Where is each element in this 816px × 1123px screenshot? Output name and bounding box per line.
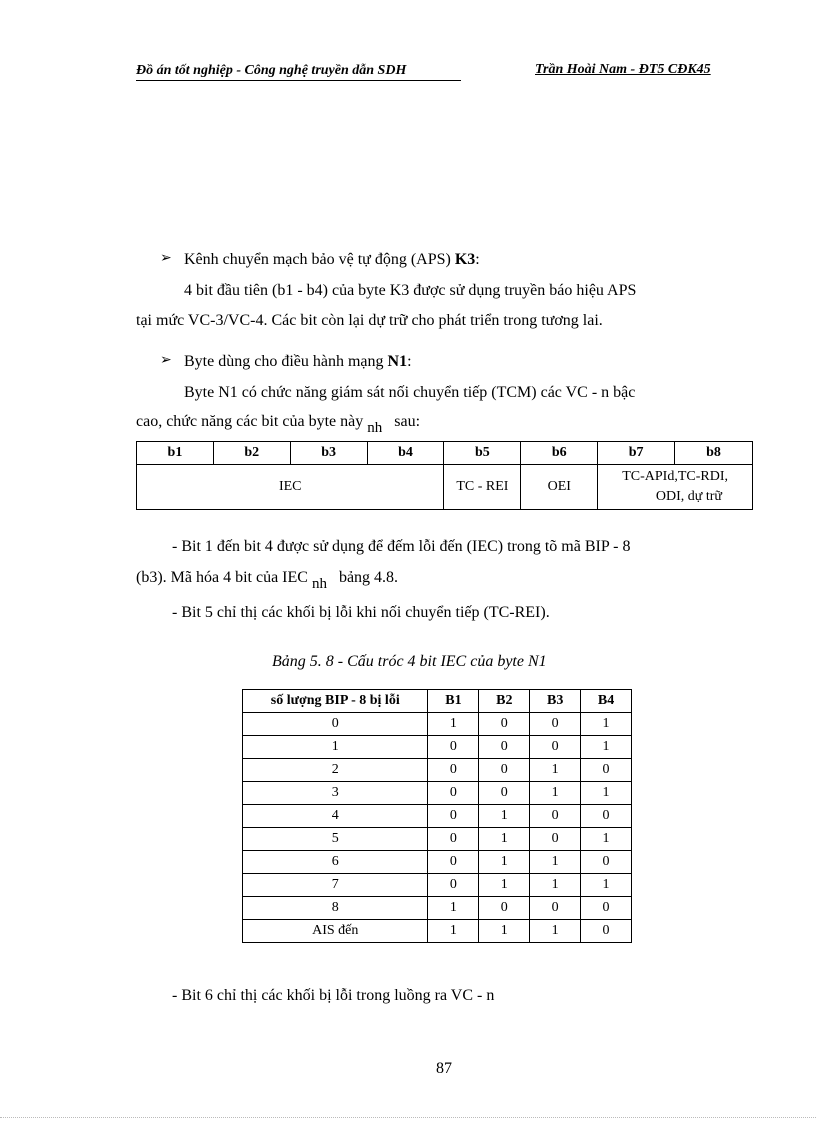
bit-header: b1 bbox=[137, 442, 214, 465]
bit-value-cell: 0 bbox=[428, 828, 479, 851]
table-row bbox=[243, 805, 632, 828]
bit-value-cell: 1 bbox=[581, 713, 632, 736]
bit-value-cell: 0 bbox=[428, 759, 479, 782]
paragraph-line: tại mức VC-3/VC-4. Các bit còn lại dự trữ cho phát triển trong tương lai. bbox=[136, 312, 603, 329]
paragraph-line: - Bit 1 đến bit 4 được sử dụng để đếm lỗi đến (IEC) trong tõ mã BIP - 8 bbox=[172, 538, 631, 555]
bullet-arrow-icon: ➢ bbox=[160, 251, 172, 266]
header-document-title: Đồ án tốt nghiệp - Công nghệ truyền dẫn SDH bbox=[136, 63, 407, 78]
bit-value-cell: 1 bbox=[530, 851, 581, 874]
error-count-cell: 0 bbox=[243, 713, 428, 736]
header-underline bbox=[136, 80, 461, 81]
bit-value-cell: 0 bbox=[581, 851, 632, 874]
column-header: B3 bbox=[530, 690, 581, 713]
bit-value-cell: 0 bbox=[530, 805, 581, 828]
table-caption: Bảng 5. 8 - Cấu tróc 4 bit IEC của byte N1 bbox=[272, 653, 547, 670]
bit-value-cell: 1 bbox=[530, 920, 581, 943]
bit-value-cell: 0 bbox=[428, 805, 479, 828]
error-count-cell: AIS đến bbox=[243, 920, 428, 943]
bit-value-cell: 0 bbox=[479, 736, 530, 759]
bit-value-cell: 0 bbox=[428, 851, 479, 874]
error-count-cell: 1 bbox=[243, 736, 428, 759]
table-row bbox=[243, 828, 632, 851]
error-count-cell: 2 bbox=[243, 759, 428, 782]
bit-value-cell: 1 bbox=[479, 805, 530, 828]
bit-value-cell: 0 bbox=[479, 759, 530, 782]
table-row bbox=[243, 782, 632, 805]
error-count-cell: 6 bbox=[243, 851, 428, 874]
bit-value-cell: 0 bbox=[581, 897, 632, 920]
table-row bbox=[243, 897, 632, 920]
table-row bbox=[243, 713, 632, 736]
bullet-arrow-icon: ➢ bbox=[160, 353, 172, 368]
bit-value-cell: 0 bbox=[479, 897, 530, 920]
iec-cell: IEC bbox=[137, 465, 444, 510]
bit-value-cell: 1 bbox=[581, 736, 632, 759]
bit-value-cell: 1 bbox=[530, 759, 581, 782]
table-row bbox=[243, 759, 632, 782]
section-title-k3: Kênh chuyển mạch bảo vệ tự động (APS) K3: bbox=[184, 251, 480, 268]
error-count-cell: 7 bbox=[243, 874, 428, 897]
bit-header: b7 bbox=[598, 442, 675, 465]
section-title-n1: Byte dùng cho điều hành mạng N1: bbox=[184, 353, 412, 370]
bit-value-cell: 0 bbox=[530, 828, 581, 851]
paragraph-line: 4 bit đầu tiên (b1 - b4) của byte K3 được sử dụng truyền báo hiệu APS bbox=[184, 282, 637, 299]
bit-value-cell: 0 bbox=[428, 874, 479, 897]
header-author: Trần Hoài Nam - ĐT5 CĐK45 bbox=[535, 62, 711, 77]
paragraph-line: cao, chức năng các bit của byte này nh sau: bbox=[136, 413, 421, 436]
bit-value-cell: 0 bbox=[581, 920, 632, 943]
bit-value-cell: 1 bbox=[581, 782, 632, 805]
paragraph-line: Byte N1 có chức năng giám sát nối chuyển tiếp (TCM) các VC - n bậc bbox=[184, 384, 636, 401]
footer-divider bbox=[0, 1117, 816, 1118]
bit-value-cell: 0 bbox=[581, 759, 632, 782]
tc-rei-cell: TC - REI bbox=[444, 465, 521, 510]
bit-header: b2 bbox=[213, 442, 290, 465]
bit-value-cell: 0 bbox=[530, 897, 581, 920]
bit-header: b5 bbox=[444, 442, 521, 465]
error-count-cell: 8 bbox=[243, 897, 428, 920]
paragraph-line: - Bit 5 chỉ thị các khối bị lỗi khi nối chuyển tiếp (TC-REI). bbox=[172, 604, 550, 621]
column-header: B4 bbox=[581, 690, 632, 713]
table-row bbox=[243, 851, 632, 874]
bit-value-cell: 1 bbox=[530, 874, 581, 897]
bit-value-cell: 0 bbox=[479, 713, 530, 736]
table-row bbox=[243, 920, 632, 943]
bit-value-cell: 0 bbox=[530, 713, 581, 736]
error-count-cell: 3 bbox=[243, 782, 428, 805]
table-row bbox=[243, 736, 632, 759]
bit-value-cell: 1 bbox=[479, 828, 530, 851]
error-count-cell: 4 bbox=[243, 805, 428, 828]
bit-header: b4 bbox=[367, 442, 444, 465]
bit-value-cell: 1 bbox=[581, 874, 632, 897]
bit-value-cell: 1 bbox=[428, 897, 479, 920]
iec-coding-table bbox=[242, 689, 632, 943]
bit-value-cell: 1 bbox=[530, 782, 581, 805]
page-number: 87 bbox=[436, 1060, 452, 1077]
column-header: B2 bbox=[479, 690, 530, 713]
bit-value-cell: 0 bbox=[428, 736, 479, 759]
bit-value-cell: 1 bbox=[428, 713, 479, 736]
bit-value-cell: 1 bbox=[479, 874, 530, 897]
column-header: B1 bbox=[428, 690, 479, 713]
paragraph-line: - Bit 6 chỉ thị các khối bị lỗi trong luồng ra VC - n bbox=[172, 987, 495, 1004]
bit-value-cell: 0 bbox=[530, 736, 581, 759]
bit-value-cell: 0 bbox=[479, 782, 530, 805]
bit-value-cell: 1 bbox=[479, 920, 530, 943]
table-row bbox=[243, 874, 632, 897]
bit-value-cell: 1 bbox=[581, 828, 632, 851]
paragraph-line: (b3). Mã hóa 4 bit của IEC nh bảng 4.8. bbox=[136, 569, 399, 592]
bit-value-cell: 0 bbox=[428, 782, 479, 805]
column-header: số lượng BIP - 8 bị lỗi bbox=[243, 690, 428, 713]
bit-header: b8 bbox=[675, 442, 753, 465]
n1-bit-table bbox=[136, 441, 753, 510]
bit-header: b3 bbox=[290, 442, 367, 465]
bit-value-cell: 1 bbox=[428, 920, 479, 943]
error-count-cell: 5 bbox=[243, 828, 428, 851]
bit-value-cell: 0 bbox=[581, 805, 632, 828]
b7-b8-cell: TC-APId,TC-RDI, ODI, dự trữ bbox=[598, 465, 753, 510]
bit-header: b6 bbox=[521, 442, 598, 465]
oei-cell: OEI bbox=[521, 465, 598, 510]
bit-value-cell: 1 bbox=[479, 851, 530, 874]
